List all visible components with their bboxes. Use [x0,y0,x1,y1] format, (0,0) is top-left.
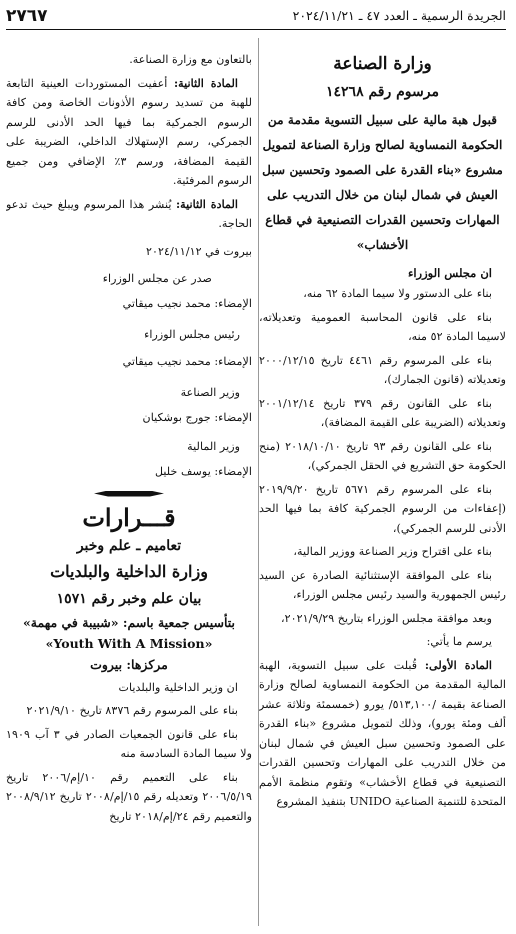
notice-title: بتأسيس جمعية باسم: «شبيبة في مهمة» [22,614,236,630]
left-column [6,38,252,934]
issuer-2: ان وزير الداخلية والبلديات [118,680,238,694]
recitals-list [259,284,506,812]
signature-1: الإمضاء: محمد نجيب ميقاتي [122,296,252,310]
signature-block [6,242,252,481]
left-body [6,50,252,234]
recital: بناء على قانون المحاسبة العمومية وتعديلاته، لاسيما المادة ٥٢ منه، [259,310,506,343]
notice-body [6,678,252,827]
recital: بناء على الموافقة الإستثنائية الصادرة عن السيد رئيس الجمهورية والسيد رئيس مجلس الوزراء، [259,568,506,601]
header-rule [6,29,506,30]
recital-2: بناء على المرسوم رقم ٨٣٧٦ تاريخ ٢٠٢١/٩/١٠ [26,704,238,717]
issued-by: صدر عن مجلس الوزراء [102,271,212,285]
notice-hq: مركزها: بيروت [90,656,168,672]
section-title: قـــرارات [82,502,176,532]
ministry-heading: وزارة الصناعة [333,54,432,74]
recital: بناء على الدستور ولا سيما المادة ٦٢ منه، [303,287,492,300]
ministry-2-heading: وزارة الداخلية والبلديات [50,561,208,581]
article-2a-label: المادة الثانية: [173,75,239,90]
role-finance: وزير المالية [187,439,240,453]
place-date: بيروت في ٢٠٢٤/١١/١٢ [145,244,252,258]
article-2b [6,195,252,234]
article-2a-text: أعفيت المستوردات العينية التابعة للهبة من تسديد رسوم الأذونات الخاصة ومن كافة الرسوم الجمركية بما فيها الحد الأدنى للرسم الجمركي، رسم الإستهلاك الداخلي، الضريبة على القيمة المضافة، ورسم ٣٪ الإضافي ومن جميع الرسوم المرفئية. [6,76,252,187]
notice-number: بيان علم وخبر رقم ١٥٧١ [56,590,202,607]
article-1-text: قُبلت على سبيل التسوية، الهبة المالية المقدمة من الحكومة النمساوية لصالح وزارة الصناعة بقيمة /٥١٣,١٠٠/ يورو (خمسمئة وثلاثة عشر ألف ومئة يورو)، وذلك لتمويل مشروع «بناء القدرة على الصمود وتحسين سبل العيش في شمال لبنان من خلال التدريب على المهارات وتحسين القدرات التصنيعية في قطاع الأخشاب» وتقوم منظمة الأمم المتحدة للتنمية الصناعية UNIDO بتنفيذ المشروع [259,658,506,808]
article-2b-text: يُنشر هذا المرسوم ويبلغ حيث تدعو الحاجة. [6,197,252,230]
article-2a [6,74,252,191]
notice-english-name: «Youth With A Mission» [45,635,213,651]
recital-2: بناء على قانون الجمعيات الصادر في ٣ آب ١٩٠٩ ولا سيما المادة السادسة منه [6,727,252,760]
running-title: الجريدة الرسمية ـ العدد ٤٧ ـ ٢٠٢٤/١١/٢١ [292,8,506,23]
section-divider [94,491,164,497]
signature-3: الإمضاء: جورج بوشكيان [142,410,252,424]
section-subtitle: تعاميم ـ علم وخبر [76,537,182,554]
signature-4: الإمضاء: يوسف خليل [154,464,252,478]
recital: بناء على القانون رقم ٣٧٩ تاريخ ٢٠٠١/١٢/١٤ وتعديلاته (الضريبة على القيمة المضافة)، [259,396,506,429]
recital-2: بناء على التعميم رقم ١٠/إم/٢٠٠٦ تاريخ ٢٠٠٦/٥/١٩ وتعديله رقم ١٥/إم/٢٠٠٨ تاريخ ٢٠٠٨/٩/١٢ والتعميم رقم ٢٤/إم/٢٠١٨ تاريخ [6,770,252,823]
decree-title: قبول هبة مالية على سبيل التسوية مقدمة من الحكومة النمساوية لصالح وزارة الصناعة لتمويل مشروع «بناء القدرة على الصمود وتحسين سبل العيش في شمال لبنان من خلال التدريب على المهارات وتحسين القدرات التصنيعية في قطاع الأخشاب» [262,113,503,252]
recital: بناء على المرسوم رقم ٥٦٧١ تاريخ ٢٠١٩/٩/٢٠ (إعفاءات من الرسوم الجمركية كافة بما فيها الحد الأدنى للرسم الجمركي)، [259,482,506,535]
recital: بناء على اقتراح وزير الصناعة ووزير المالية، [293,545,492,558]
article-1 [259,656,506,812]
page-header [6,6,506,28]
right-column [259,38,506,934]
recital: وبعد موافقة مجلس الوزراء بتاريخ ٢٠٢١/٩/٢٩، [281,611,492,625]
role-industry: وزير الصناعة [180,385,240,399]
signature-2: الإمضاء: محمد نجيب ميقاتي [122,354,252,368]
article-2b-label: المادة الثانية: [176,196,238,211]
decree-number: مرسوم رقم ١٤٢٦٨ [326,84,439,100]
article-1-label: المادة الأولى: [424,657,493,672]
continuation: بالتعاون مع وزارة الصناعة. [129,53,252,66]
page-number: ٢٧٦٧ [6,6,48,26]
role-pm: رئيس مجلس الوزراء [144,327,240,341]
recital: بناء على المرسوم رقم ٤٤٦١ تاريخ ٢٠٠٠/١٢/١٥ وتعديلاته (قانون الجمارك)، [259,353,506,386]
recital: بناء على القانون رقم ٩٣ تاريخ ٢٠١٨/١٠/١٠ (منح الحكومة حق التشريع في الحقل الجمركي)، [259,439,506,472]
issuer: ان مجلس الوزراء [407,266,492,280]
decrees-label: يرسم ما يأتي: [426,635,492,648]
